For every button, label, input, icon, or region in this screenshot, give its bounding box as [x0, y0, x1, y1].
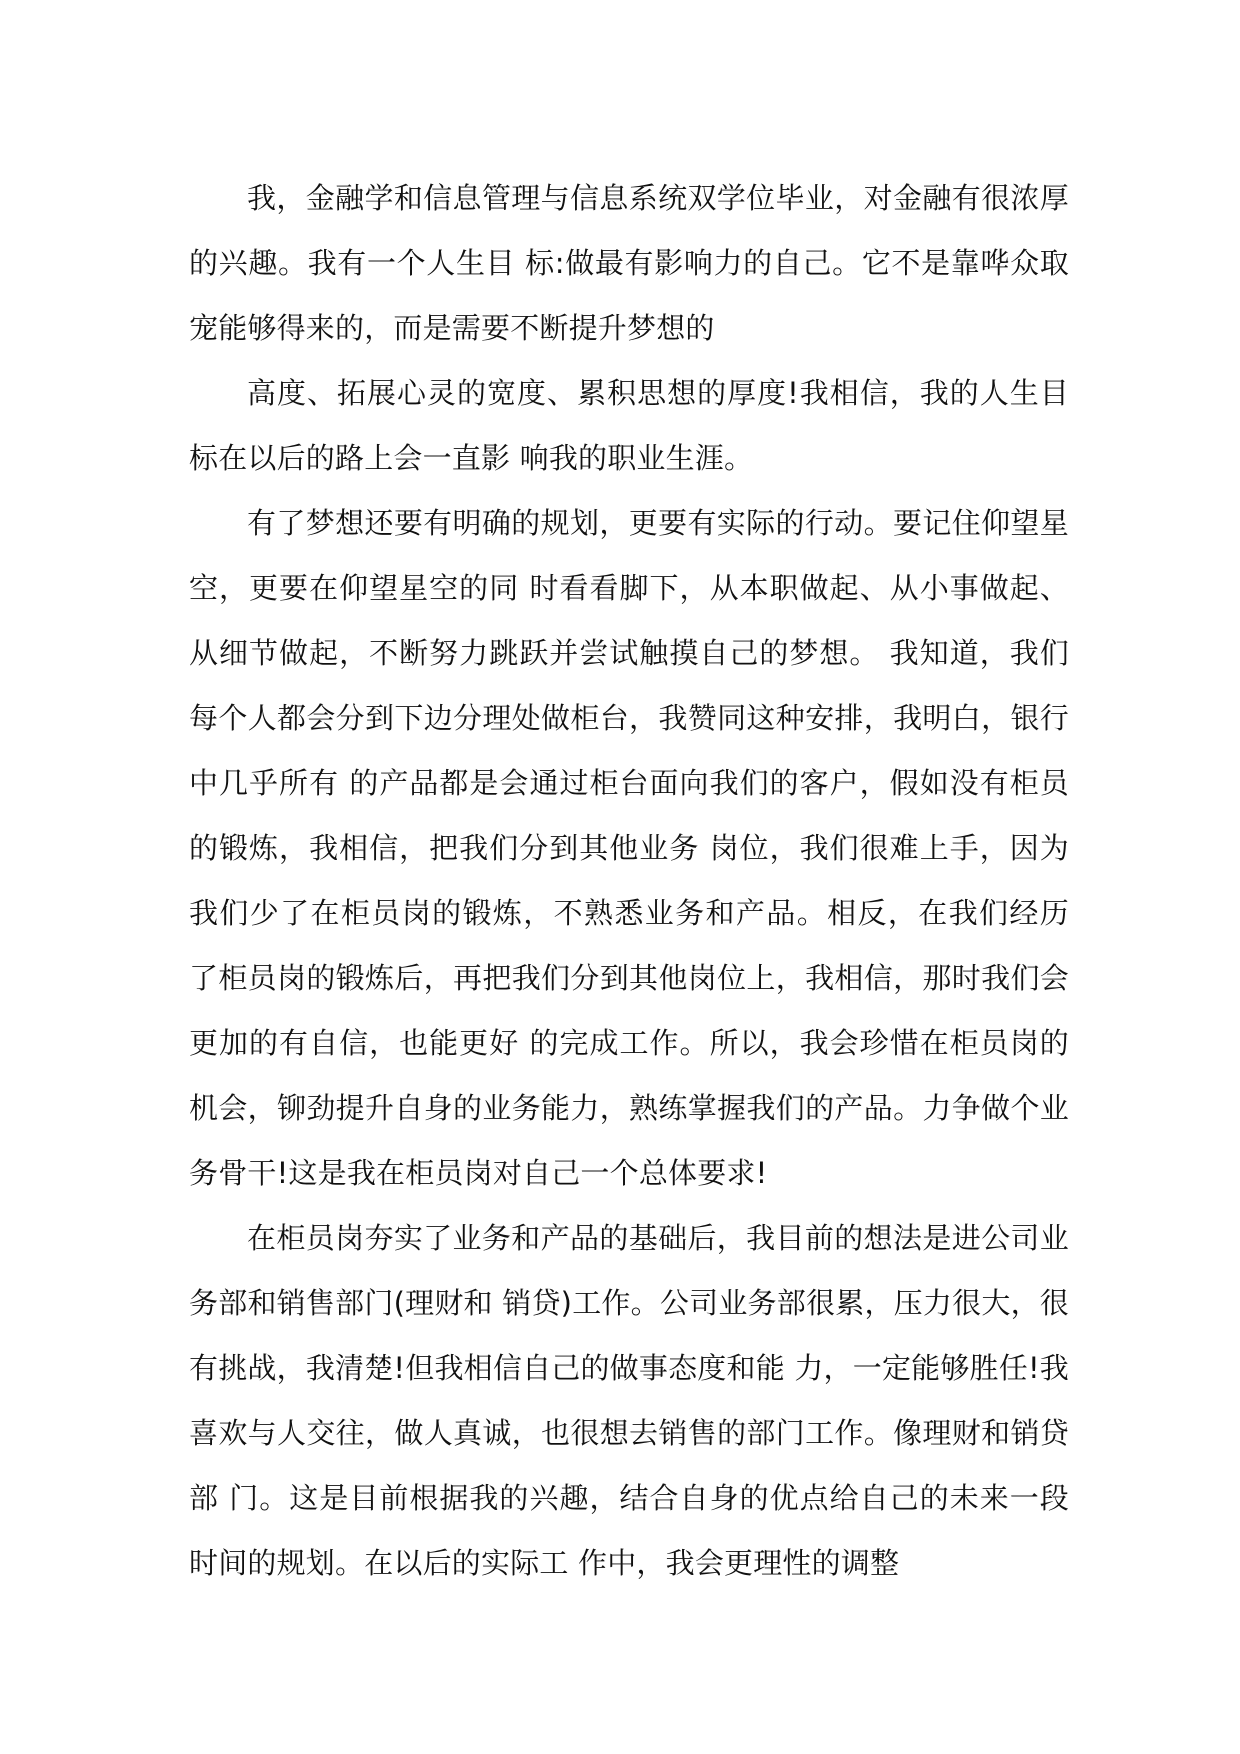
- paragraph-3: 有了梦想还要有明确的规划，更要有实际的行动。要记住仰望星空，更要在仰望星空的同 时看看脚下，从本职做起、从小事做起、从细节做起，不断努力跳跃并尝试触摸自己的梦想。 我知道，我们每个人都会分到下边分理处做柜台，我赞同这种安排，我明白，银行中几乎所有 的产品都是会通过柜台面向我们的客户，假如没有柜员的锻炼，我相信，把我们分到其他业务 岗位，我们很难上手，因为我们少了在柜员岗的锻炼，不熟悉业务和产品。相反，在我们经历 了柜员岗的锻炼后，再把我们分到其他岗位上，我相信，那时我们会更加的有自信，也能更好 的完成工作。所以，我会珍惜在柜员岗的机会，铆劲提升自身的业务能力，熟练掌握我们的产品。力争做个业务骨干!这是我在柜员岗对自己一个总体要求!: [189, 506, 1069, 1190]
- paragraph-1: 我，金融学和信息管理与信息系统双学位毕业，对金融有很浓厚的兴趣。我有一个人生目 标:做最有影响力的自己。它不是靠哗众取宠能够得来的，而是需要不断提升梦想的: [189, 181, 1069, 345]
- paragraph-4: 在柜员岗夯实了业务和产品的基础后，我目前的想法是进公司业务部和销售部门(理财和 销贷)工作。公司业务部很累，压力很大，很有挑战，我清楚!但我相信自己的做事态度和能 力，一定能够胜任!我喜欢与人交往，做人真诚，也很想去销售的部门工作。像理财和销贷部 门。这是目前根据我的兴趣，结合自身的优点给自己的未来一段时间的规划。在以后的实际工 作中，我会更理性的调整: [189, 1221, 1069, 1580]
- paragraph-2: 高度、拓展心灵的宽度、累积思想的厚度!我相信，我的人生目标在以后的路上会一直影 响我的职业生涯。: [189, 376, 1069, 475]
- document-body: [189, 166, 1069, 1596]
